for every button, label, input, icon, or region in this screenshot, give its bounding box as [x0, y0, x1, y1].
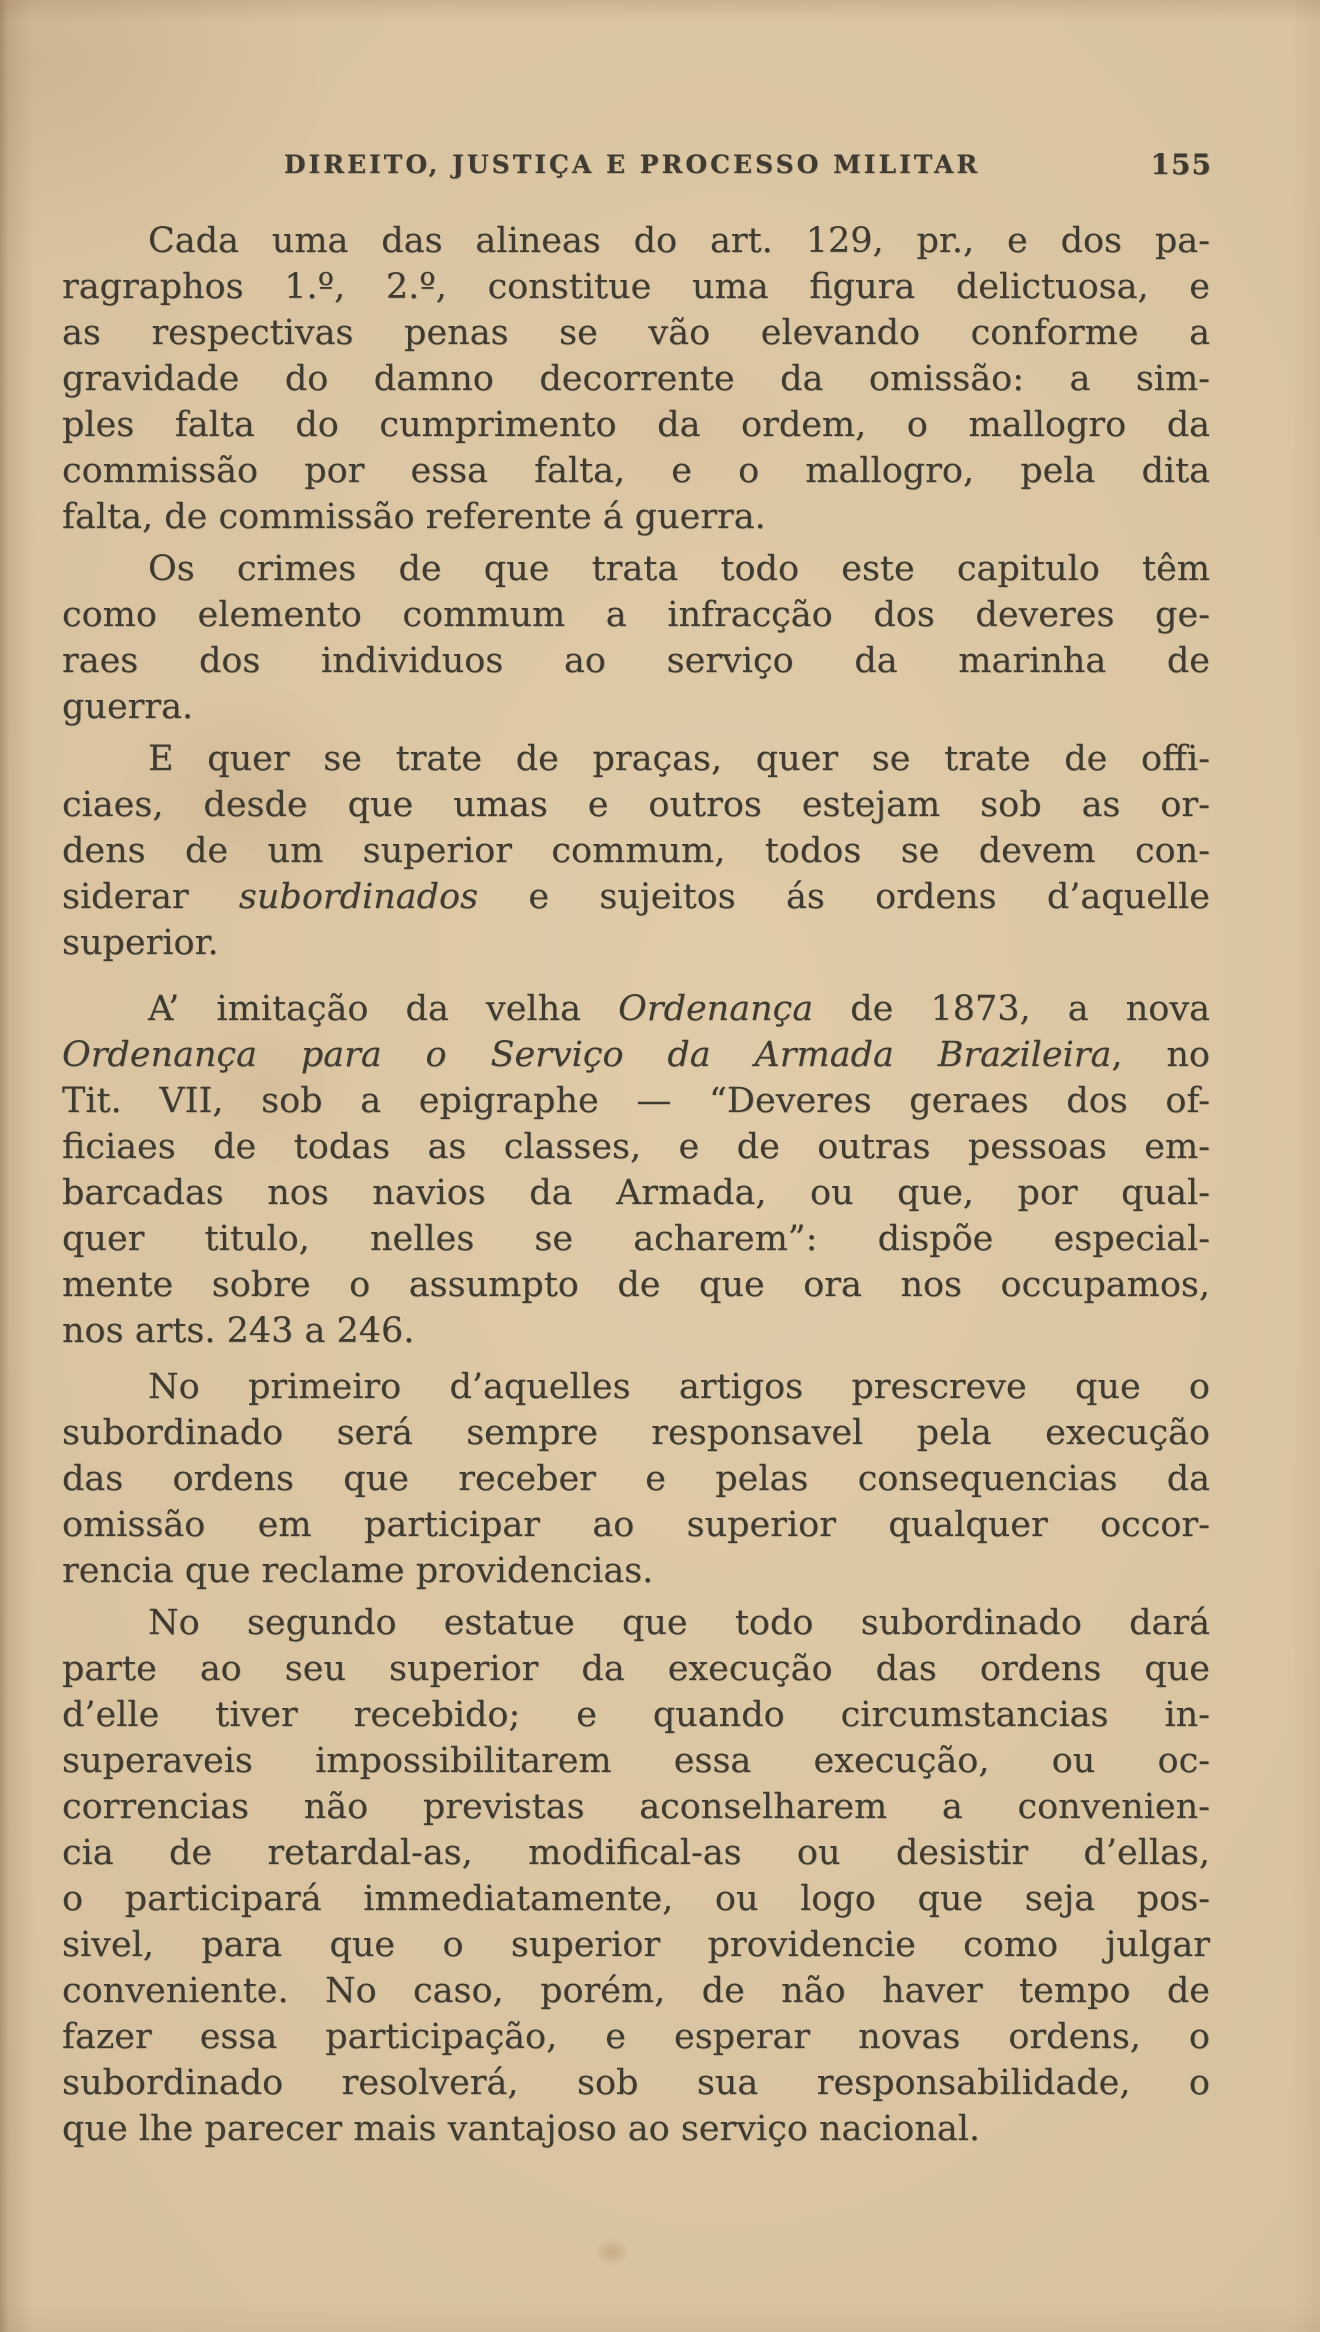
- text-segment: A’ imitação da velha: [148, 989, 619, 1029]
- text-segment: quer titulo, nelles se acharem”: dispõe especial-: [62, 1219, 1210, 1259]
- text-line: [62, 874, 1210, 920]
- text-line: [62, 264, 1210, 310]
- text-line: [62, 1364, 1210, 1410]
- text-line: [62, 592, 1210, 638]
- text-segment: superior.: [62, 923, 219, 963]
- text-segment: Cada uma das alineas do art. 129, pr., e dos pa-: [148, 221, 1210, 261]
- text-line: [62, 1262, 1210, 1308]
- page-number: 155: [1150, 148, 1212, 181]
- text-segment: subordinado resolverá, sob sua responsabilidade, o: [62, 2063, 1210, 2103]
- text-line: [62, 684, 1210, 730]
- text-line: [62, 736, 1210, 782]
- text-line: [62, 828, 1210, 874]
- paragraph: [62, 546, 1210, 730]
- text-segment: rencia que reclame providencias.: [62, 1551, 654, 1591]
- text-segment: , no: [1111, 1035, 1210, 1075]
- text-line: [62, 1216, 1210, 1262]
- text-line: [62, 356, 1210, 402]
- italic-text-segment: Ordenança para o Serviço da Armada Brazileira: [62, 1035, 1112, 1075]
- text-segment: de 1873, a nova: [813, 989, 1211, 1029]
- text-line: [62, 638, 1210, 684]
- text-segment: como elemento commum a infracção dos deveres ge-: [62, 595, 1210, 635]
- text-line: [62, 402, 1210, 448]
- text-segment: sivel, para que o superior providencie como julgar: [62, 1925, 1210, 1965]
- text-segment: falta, de commissão referente á guerra.: [62, 497, 766, 537]
- text-segment: No primeiro d’aquelles artigos prescreve que o: [148, 1367, 1210, 1407]
- text-line: [62, 1548, 1210, 1594]
- text-segment: siderar: [62, 877, 239, 917]
- text-segment: Tit. VII, sob a epigraphe — “Deveres geraes dos of-: [62, 1081, 1210, 1121]
- text-line: [62, 310, 1210, 356]
- text-segment: das ordens que receber e pelas consequencias da: [62, 1459, 1210, 1499]
- text-segment: commissão por essa falta, e o mallogro, pela dita: [62, 451, 1210, 491]
- text-segment: omissão em participar ao superior qualquer occor-: [62, 1505, 1210, 1545]
- text-line: [62, 448, 1210, 494]
- paragraph: [62, 1364, 1210, 1594]
- text-line: [62, 1456, 1210, 1502]
- text-line: [62, 1308, 1210, 1354]
- text-segment: Os crimes de que trata todo este capitulo têm: [148, 549, 1210, 589]
- text-segment: cia de retardal-as, modifical-as ou desistir d’ellas,: [62, 1833, 1210, 1873]
- text-line: [62, 1830, 1210, 1876]
- text-segment: subordinado será sempre responsavel pela execução: [62, 1413, 1210, 1453]
- text-line: [62, 1502, 1210, 1548]
- text-segment: guerra.: [62, 687, 194, 727]
- text-segment: ciaes, desde que umas e outros estejam sob as or-: [62, 785, 1210, 825]
- text-line: [62, 1968, 1210, 2014]
- text-line: [62, 1738, 1210, 1784]
- text-line: [62, 2014, 1210, 2060]
- text-line: [62, 494, 1210, 540]
- text-segment: raes dos individuos ao serviço da marinha de: [62, 641, 1210, 681]
- paragraph: [62, 986, 1210, 1354]
- italic-text-segment: Ordenança: [618, 989, 814, 1029]
- text-segment: superaveis impossibilitarem essa execução, ou oc-: [62, 1741, 1210, 1781]
- text-line: [62, 1646, 1210, 1692]
- text-segment: correncias não previstas aconselharem a convenien-: [62, 1787, 1210, 1827]
- text-segment: dens de um superior commum, todos se devem con-: [62, 831, 1210, 871]
- text-segment: barcadas nos navios da Armada, ou que, por qual-: [62, 1173, 1210, 1213]
- paragraph: [62, 736, 1210, 966]
- text-line: [62, 1922, 1210, 1968]
- text-line: [62, 920, 1210, 966]
- text-line: [62, 546, 1210, 592]
- text-segment: mente sobre o assumpto de que ora nos occupamos,: [62, 1265, 1210, 1305]
- text-segment: conveniente. No caso, porém, de não haver tempo de: [62, 1971, 1210, 2011]
- text-segment: ficiaes de todas as classes, e de outras pessoas em-: [62, 1127, 1210, 1167]
- text-segment: ragraphos 1.º, 2.º, constitue uma figura delictuosa, e: [62, 267, 1210, 307]
- text-segment: nos arts. 243 a 246.: [62, 1311, 415, 1351]
- text-line: [62, 1078, 1210, 1124]
- text-segment: No segundo estatue que todo subordinado dará: [148, 1603, 1210, 1643]
- text-line: [62, 1692, 1210, 1738]
- text-segment: E quer se trate de praças, quer se trate de offi-: [148, 739, 1210, 779]
- text-line: [62, 782, 1210, 828]
- text-line: [62, 1600, 1210, 1646]
- paragraph: [62, 1600, 1210, 2152]
- text-segment: e sujeitos ás ordens d’aquelle: [478, 877, 1211, 917]
- text-segment: as respectivas penas se vão elevando conforme a: [62, 313, 1210, 353]
- text-segment: d’elle tiver recebido; e quando circumstancias in-: [62, 1695, 1210, 1735]
- text-line: [62, 986, 1210, 1032]
- text-segment: que lhe parecer mais vantajoso ao serviço nacional.: [62, 2109, 981, 2149]
- italic-text-segment: subordinados: [238, 877, 479, 917]
- text-segment: gravidade do damno decorrente da omissão: a sim-: [62, 359, 1210, 399]
- text-line: [62, 1410, 1210, 1456]
- running-header: [0, 150, 1320, 190]
- text-segment: o participará immediatamente, ou logo que seja pos-: [62, 1879, 1210, 1919]
- text-line: [62, 1170, 1210, 1216]
- paragraph: [62, 218, 1210, 540]
- text-line: [62, 218, 1210, 264]
- text-line: [62, 2060, 1210, 2106]
- text-line: [62, 1032, 1210, 1078]
- text-line: [62, 1784, 1210, 1830]
- text-line: [62, 1124, 1210, 1170]
- text-segment: parte ao seu superior da execução das ordens que: [62, 1649, 1210, 1689]
- text-line: [62, 1876, 1210, 1922]
- text-block: [62, 218, 1210, 2152]
- page-title: DIREITO, JUSTIÇA E PROCESSO MILITAR: [283, 150, 981, 179]
- text-line: [62, 2106, 1210, 2152]
- text-segment: ples falta do cumprimento da ordem, o mallogro da: [62, 405, 1210, 445]
- text-segment: fazer essa participação, e esperar novas ordens, o: [62, 2017, 1210, 2057]
